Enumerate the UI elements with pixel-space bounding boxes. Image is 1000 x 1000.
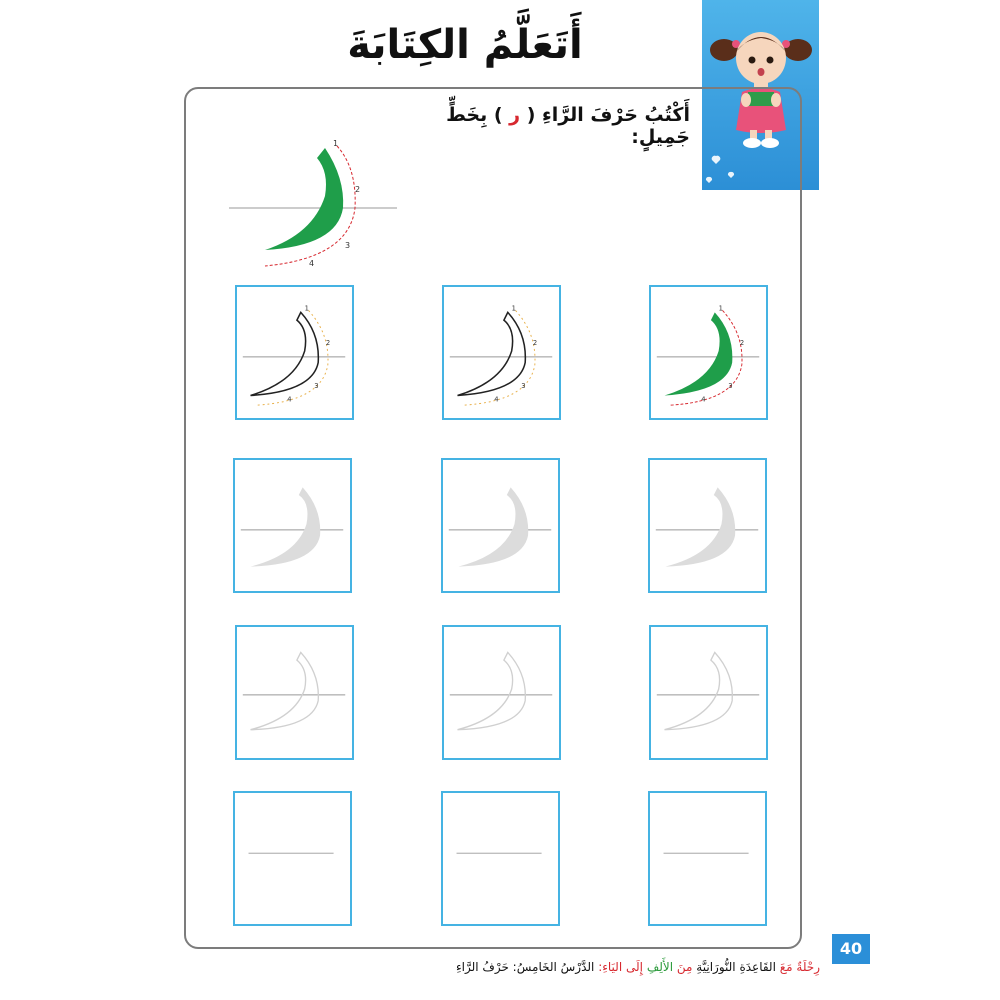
demo-num-1: 1 bbox=[333, 139, 339, 148]
letter-solid-green bbox=[651, 287, 766, 418]
letter-outline-arrows bbox=[237, 287, 352, 418]
demo-num-4: 4 bbox=[309, 259, 315, 268]
page-title: أَتَعَلَّمُ الكِتَابَةَ bbox=[347, 22, 583, 68]
instruction-before: أَكْتُبُ حَرْفَ الرَّاءِ ( bbox=[526, 104, 690, 126]
svg-text:2: 2 bbox=[325, 339, 331, 348]
letter-gray-fill bbox=[443, 460, 558, 591]
practice-cell-r2-c1[interactable] bbox=[233, 458, 352, 593]
baseline bbox=[650, 793, 765, 924]
footer-part-1: رِحْلَةٌ مَعَ bbox=[779, 960, 820, 974]
footer-part-6: الدَّرْسُ الخَامِسُ: حَرْفُ الرَّاءِ bbox=[455, 960, 595, 974]
page-number: 40 bbox=[832, 934, 870, 964]
practice-cell-r1-c3[interactable] bbox=[649, 285, 768, 420]
svg-text:1: 1 bbox=[304, 304, 309, 313]
instruction-after: ) بِخَطٍّ جَمِيلٍ: bbox=[446, 104, 690, 148]
footer-part-3: مِنَ bbox=[676, 960, 693, 974]
baseline bbox=[235, 793, 350, 924]
footer-part-4: الأَلِفِ bbox=[646, 960, 674, 974]
letter-light-outline bbox=[444, 627, 559, 758]
letter-light-outline bbox=[651, 627, 766, 758]
letter-outline-arrows bbox=[444, 287, 559, 418]
letter-gray-fill bbox=[235, 460, 350, 591]
footer-text bbox=[420, 960, 820, 986]
practice-cell-r3-c2[interactable] bbox=[442, 625, 561, 760]
instruction-text bbox=[390, 104, 690, 148]
svg-text:1: 1 bbox=[718, 304, 723, 313]
practice-cell-r4-c3[interactable] bbox=[648, 791, 767, 926]
svg-text:3: 3 bbox=[728, 381, 733, 390]
svg-text:2: 2 bbox=[532, 339, 538, 348]
svg-text:3: 3 bbox=[314, 381, 319, 390]
svg-text:4: 4 bbox=[287, 395, 292, 404]
baseline bbox=[443, 793, 558, 924]
practice-cell-r4-c1[interactable] bbox=[233, 791, 352, 926]
svg-text:4: 4 bbox=[494, 395, 499, 404]
letter-light-outline bbox=[237, 627, 352, 758]
letter-gray-fill bbox=[650, 460, 765, 591]
practice-cell-r3-c1[interactable] bbox=[235, 625, 354, 760]
footer-part-2: القَاعِدَةِ النُّورَانِيَّةِ bbox=[696, 960, 776, 974]
demo-num-3: 3 bbox=[345, 241, 351, 250]
practice-cell-r3-c3[interactable] bbox=[649, 625, 768, 760]
footer-part-5: إِلَى اليَاءِ: bbox=[598, 960, 643, 974]
practice-cell-r4-c2[interactable] bbox=[441, 791, 560, 926]
practice-cell-r2-c2[interactable] bbox=[441, 458, 560, 593]
demo-num-2: 2 bbox=[355, 185, 361, 194]
svg-text:1: 1 bbox=[511, 304, 516, 313]
svg-text:3: 3 bbox=[521, 381, 526, 390]
svg-text:2: 2 bbox=[739, 339, 745, 348]
practice-cell-r2-c3[interactable] bbox=[648, 458, 767, 593]
instruction-letter: ر bbox=[509, 104, 521, 126]
demo-letter-svg bbox=[225, 138, 405, 273]
practice-cell-r1-c2[interactable] bbox=[442, 285, 561, 420]
svg-text:4: 4 bbox=[701, 395, 706, 404]
demo-letter bbox=[225, 138, 405, 273]
practice-cell-r1-c1[interactable] bbox=[235, 285, 354, 420]
